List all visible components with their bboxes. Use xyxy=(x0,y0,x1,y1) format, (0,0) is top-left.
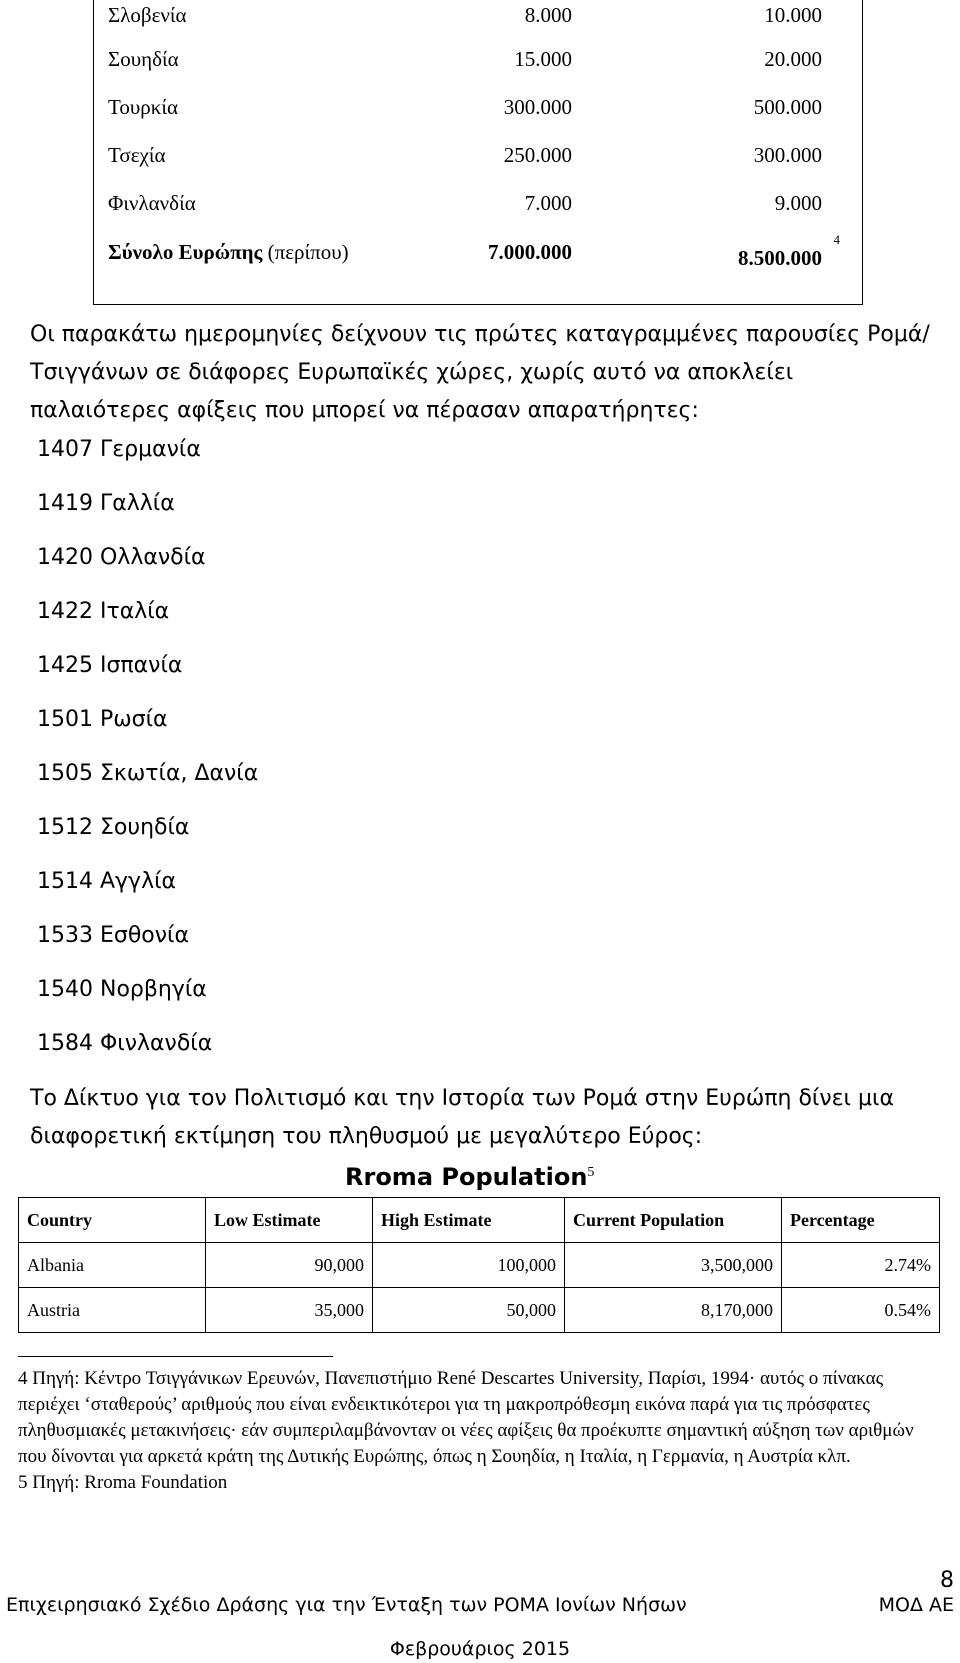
country-cell: Austria xyxy=(19,1288,206,1333)
footnote-5: 5 Πηγή: Rroma Foundation xyxy=(18,1472,228,1493)
footnote-divider xyxy=(18,1356,333,1357)
list-item: 1419 Γαλλία xyxy=(37,491,175,516)
header-country: Country xyxy=(19,1198,206,1243)
list-item: 1540 Νορβηγία xyxy=(37,977,207,1002)
footer-document-title: Επιχειρησιακό Σχέδιο Δράσης για την Ένταξη των ΡΟΜΑ Ιονίων Νήσων xyxy=(6,1594,687,1616)
header-percentage: Percentage xyxy=(782,1198,940,1243)
table-row xyxy=(19,1243,940,1288)
low-cell: 300.000 xyxy=(503,95,572,119)
rroma-population-table xyxy=(18,1197,940,1333)
network-paragraph: Το Δίκτυο για τον Πολιτισμό και την Ιστορία των Ρομά στην Ευρώπη δίνει μια διαφορετική εκτίμηση του πληθυσμού με μεγαλύτερο Εύρος: xyxy=(30,1086,894,1149)
percentage-cell: 2.74% xyxy=(782,1243,940,1288)
intro-paragraph: Οι παρακάτω ημερομηνίες δείχνουν τις πρώτες καταγραμμένες παρουσίες Ρομά/Τσιγγάνων σε διάφορες Ευρωπαϊκές χώρες, χωρίς αυτό να αποκλείει παλαιότερες αφίξεις που μπορεί να πέρασαν απαρατήρητες: xyxy=(30,322,930,423)
list-item: 1425 Ισπανία xyxy=(37,653,183,678)
percentage-cell: 0.54% xyxy=(782,1288,940,1333)
header-low: Low Estimate xyxy=(206,1198,373,1243)
table-header-row xyxy=(19,1198,940,1243)
list-item: 1420 Ολλανδία xyxy=(37,545,206,570)
list-item: 1584 Φινλανδία xyxy=(37,1031,213,1056)
table-total-row xyxy=(94,232,862,270)
list-item: 1512 Σουηδία xyxy=(37,815,190,840)
page-number: 8 xyxy=(940,1568,954,1593)
table-row xyxy=(94,47,862,77)
current-cell: 3,500,000 xyxy=(565,1243,782,1288)
header-current: Current Population xyxy=(565,1198,782,1243)
list-item: 1407 Γερμανία xyxy=(37,437,201,462)
high-cell: 300.000 xyxy=(753,143,822,167)
table-row xyxy=(94,191,862,221)
country-cell: Σουηδία xyxy=(108,47,179,71)
list-item: 1422 Ιταλία xyxy=(37,599,170,624)
total-note: (περίπου) xyxy=(267,240,349,264)
footer-organization: ΜΟΔ ΑΕ xyxy=(878,1594,954,1616)
total-label: Σύνολο Ευρώπης (περίπου) xyxy=(108,240,349,264)
list-item: 1533 Εσθονία xyxy=(37,923,189,948)
list-item: 1501 Ρωσία xyxy=(37,707,168,732)
country-cell: Σλοβενία xyxy=(108,3,187,27)
low-cell: 90,000 xyxy=(206,1243,373,1288)
header-high: High Estimate xyxy=(373,1198,565,1243)
footnote-ref-5: 5 xyxy=(587,1165,595,1180)
footnote-ref-4: 4 xyxy=(833,232,840,247)
footnotes xyxy=(18,1366,940,1496)
high-cell: 20.000 xyxy=(764,47,822,71)
low-cell: 8.000 xyxy=(524,3,572,27)
high-cell: 8.500.000 xyxy=(738,246,822,270)
high-cell: 50,000 xyxy=(373,1288,565,1333)
country-cell: Τσεχία xyxy=(108,143,166,167)
high-cell: 100,000 xyxy=(373,1243,565,1288)
table-row xyxy=(94,3,862,33)
high-cell: 9.000 xyxy=(774,191,822,215)
table-row xyxy=(94,143,862,173)
country-cell: Τουρκία xyxy=(108,95,178,119)
low-cell: 250.000 xyxy=(503,143,572,167)
low-cell: 7.000 xyxy=(524,191,572,215)
footer-date: Φεβρουάριος 2015 xyxy=(389,1638,571,1660)
list-item: 1514 Αγγλία xyxy=(37,869,177,894)
population-table-title: Rroma Population$^5$ xyxy=(345,1163,595,1191)
low-cell: 35,000 xyxy=(206,1288,373,1333)
table-row xyxy=(19,1288,940,1333)
population-table-greek xyxy=(93,0,863,305)
high-cell: 500.000 xyxy=(753,95,822,119)
low-cell: 15.000 xyxy=(514,47,572,71)
low-cell: 7.000.000 xyxy=(488,240,572,264)
list-item: 1505 Σκωτία, Δανία xyxy=(37,761,259,786)
table-row xyxy=(94,95,862,125)
country-cell: Albania xyxy=(19,1243,206,1288)
footnote-4: 4 Πηγή: Κέντρο Τσιγγάνικων Ερευνών, Πανεπιστήμιο René Descartes University, Παρίσι, 1994· αυτός ο πίνακας περιέχει ‘σταθερούς’ αριθμούς που είναι ενδεικτικότεροι για τη μακροπρόθεσμη εικόνα παρά για τις πρόσφατες πληθυσμιακές μετακινήσεις· εάν συμπεριλαμβάνονταν οι νέες αφίξεις θα προέκυπτε σημαντική αύξηση των αριθμών που δίνονται για αρκετά κράτη της Δυτικής Ευρώπης, όπως η Σουηδία, η Ιταλία, η Γερμανία, η Αυστρία κλπ. xyxy=(18,1368,914,1467)
current-cell: 8,170,000 xyxy=(565,1288,782,1333)
country-cell: Φινλανδία xyxy=(108,191,196,215)
high-cell: 10.000 xyxy=(764,3,822,27)
